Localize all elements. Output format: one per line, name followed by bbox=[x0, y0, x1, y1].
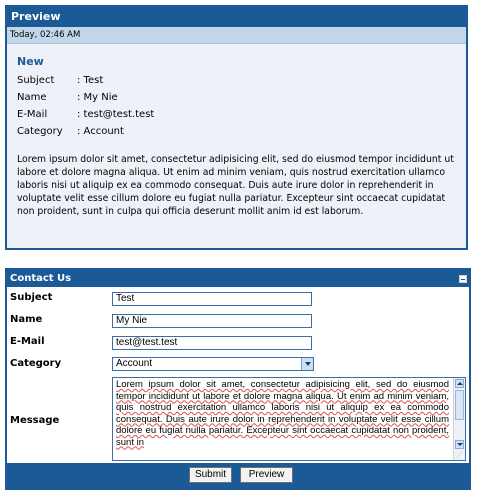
subject-input[interactable]: Test bbox=[112, 292, 312, 306]
scroll-up-icon[interactable] bbox=[455, 379, 464, 388]
email-label: E-Mail bbox=[10, 336, 45, 347]
preview-message: Lorem ipsum dolor sit amet, consectetur adipisicing elit, sed do eiusmod tempor incididunt ut labore et dolore magna aliqua. Ut enim ad minim veniam, quis nostrud exercitation ullamco laboris nisi ut aliquip ex ea commodo consequat. Duis aute irure dolor in reprehenderit in voluptate velit esse cillum dolore eu fugiat nulla pariatur. Excepteur sint occaecat cupidatat non proident, sunt in culpa qui officia deserunt mollit anim id est laborum. bbox=[17, 154, 454, 217]
preview-button[interactable]: Preview bbox=[240, 467, 293, 483]
preview-body bbox=[7, 44, 466, 248]
preview-field-subject bbox=[17, 75, 103, 86]
preview-title: Preview bbox=[7, 7, 466, 27]
contact-header bbox=[7, 270, 469, 287]
preview-field-email bbox=[17, 109, 154, 120]
preview-field-category bbox=[17, 126, 124, 137]
preview-field-name bbox=[17, 92, 118, 103]
subject-label: Subject bbox=[10, 292, 53, 303]
category-selected-value: Account bbox=[116, 358, 153, 369]
preview-date: Today, 02:46 AM bbox=[7, 27, 466, 44]
scroll-thumb[interactable] bbox=[455, 390, 464, 420]
minus-square-icon[interactable] bbox=[459, 275, 467, 283]
category-label: Category bbox=[10, 358, 62, 369]
submit-button[interactable]: Submit bbox=[189, 467, 232, 483]
preview-field-label: Subject bbox=[17, 75, 55, 86]
email-input[interactable]: test@test.test bbox=[112, 336, 312, 350]
preview-field-label: E-Mail bbox=[17, 109, 48, 120]
message-textarea[interactable] bbox=[112, 377, 466, 461]
category-select[interactable] bbox=[112, 357, 314, 371]
contact-panel bbox=[5, 268, 471, 490]
chevron-down-icon[interactable] bbox=[301, 358, 313, 370]
preview-panel bbox=[5, 5, 468, 250]
preview-field-value: : My Nie bbox=[77, 92, 118, 103]
message-text: Lorem ipsum dolor sit amet, consectetur adipisicing elit, sed do eiusmod tempor incididunt ut labore et dolore magna aliqua. Ut enim ad minim veniam, quis nostrud exercitation ullamco laboris nisi ut aliquip ex ea commodo consequat. Duis aute irure dolor in reprehenderit in voluptate velit esse cillum dolore eu fugiat nulla pariatur. Excepteur sint occaecat cupidatat non proident, sunt in bbox=[116, 379, 449, 448]
preview-field-value: : Test bbox=[77, 75, 104, 86]
preview-field-label: Name bbox=[17, 92, 47, 103]
preview-field-label: Category bbox=[17, 126, 63, 137]
contact-footer bbox=[7, 463, 469, 488]
preview-field-value: : test@test.test bbox=[77, 109, 155, 120]
message-scrollbar[interactable] bbox=[453, 378, 465, 460]
resize-grip-icon[interactable]: ⋰ bbox=[456, 451, 463, 459]
preview-field-value: : Account bbox=[77, 126, 124, 137]
contact-title: Contact Us bbox=[10, 273, 72, 284]
message-label: Message bbox=[10, 415, 60, 426]
scroll-down-icon[interactable] bbox=[455, 440, 464, 449]
name-label: Name bbox=[10, 314, 43, 325]
name-input[interactable]: My Nie bbox=[112, 314, 312, 328]
preview-status: New bbox=[17, 55, 44, 68]
